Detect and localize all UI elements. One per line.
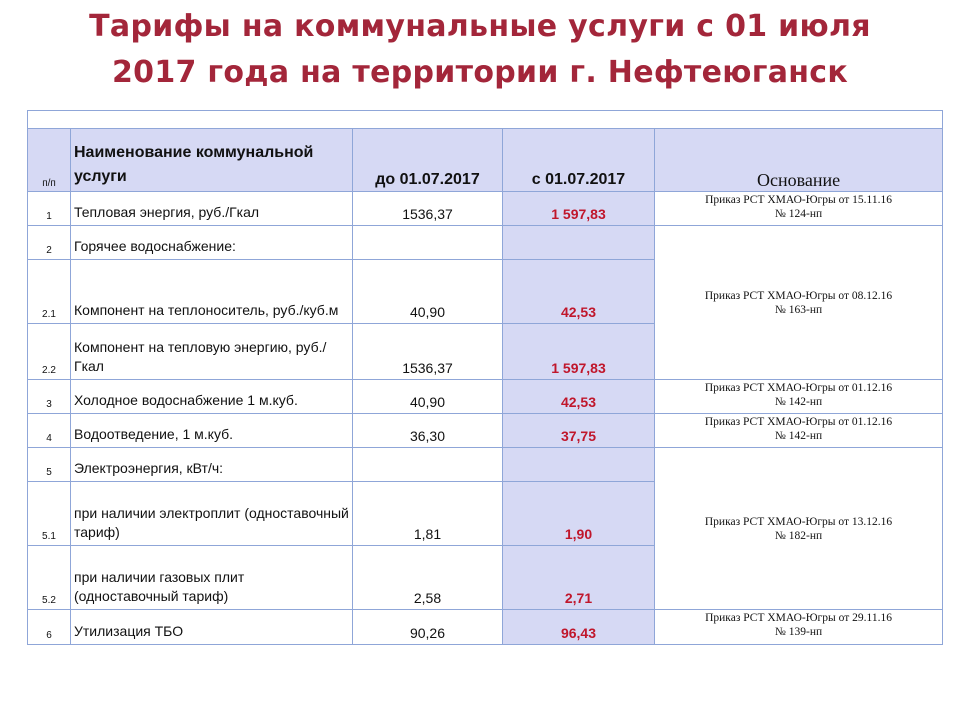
row-num: 6 (28, 610, 71, 645)
row-basis-merged (655, 226, 943, 380)
row-old-value: 40,90 (353, 380, 503, 414)
row-old-value: 1536,37 (353, 324, 503, 380)
row-new-value: 1,90 (503, 482, 655, 546)
basis-line-1: Приказ РСТ ХМАО-Югры от 15.11.16 (705, 194, 892, 206)
row-name: Компонент на теплоноситель, руб./куб.м (71, 260, 353, 324)
basis-line-1: Приказ РСТ ХМАО-Югры от 29.11.16 (705, 612, 892, 624)
row-old-value: 1,81 (353, 482, 503, 546)
row-num: 1 (28, 192, 71, 226)
row-new-value: 42,53 (503, 260, 655, 324)
header-new-date: с 01.07.2017 (503, 129, 655, 192)
table-top-strip (28, 111, 943, 129)
table-row (28, 448, 943, 482)
row-new-value: 2,71 (503, 546, 655, 610)
row-name: Тепловая энергия, руб./Гкал (71, 192, 353, 226)
title-line-2: 2017 года на территории г. Нефтеюганск (111, 55, 849, 90)
table-row (28, 192, 943, 226)
title-line-1: Тарифы на коммунальные услуги с 01 июля (89, 9, 871, 44)
header-old-date: до 01.07.2017 (353, 129, 503, 192)
row-new-value: 96,43 (503, 610, 655, 645)
basis-line-2: № 139-нп (774, 626, 823, 638)
table-row (28, 380, 943, 414)
row-name: Водоотведение, 1 м.куб. (71, 414, 353, 448)
row-basis (655, 380, 943, 414)
row-num: 3 (28, 380, 71, 414)
table-header-row (28, 129, 943, 192)
basis-line-2: № 182-нп (774, 530, 823, 542)
basis-line-1: Приказ РСТ ХМАО-Югры от 13.12.16 (704, 516, 893, 528)
row-num: 4 (28, 414, 71, 448)
row-num: 5 (28, 448, 71, 482)
basis-line-2: № 142-нп (774, 396, 823, 408)
basis-line-2: № 142-нп (774, 430, 823, 442)
table-row (28, 610, 943, 645)
row-old-value: 40,90 (353, 260, 503, 324)
row-name: Холодное водоснабжение 1 м.куб. (71, 380, 353, 414)
row-name: Компонент на тепловую энергию, руб./Гкал (71, 324, 353, 380)
tariffs-table (27, 110, 943, 645)
row-name: при наличии электроплит (одноставочный тариф) (71, 482, 353, 546)
row-num: 2 (28, 226, 71, 260)
row-old-value: 2,58 (353, 546, 503, 610)
row-basis (655, 192, 943, 226)
row-new-value: 42,53 (503, 380, 655, 414)
row-name: Утилизация ТБО (71, 610, 353, 645)
basis-line-1: Приказ РСТ ХМАО-Югры от 01.12.16 (704, 416, 893, 428)
row-old-value (353, 448, 503, 482)
empty-cell (28, 111, 943, 129)
basis-line-2: № 163-нп (774, 304, 823, 316)
row-new-value (503, 226, 655, 260)
row-basis (655, 610, 943, 645)
row-basis (655, 414, 943, 448)
row-name: Электроэнергия, кВт/ч: (71, 448, 353, 482)
header-name: Наименование коммунальной услуги (71, 129, 353, 192)
basis-line-2: № 124-нп (774, 208, 823, 220)
row-num: 2.1 (28, 260, 71, 324)
row-new-value (503, 448, 655, 482)
row-num: 5.2 (28, 546, 71, 610)
row-num: 5.1 (28, 482, 71, 546)
row-new-value: 1 597,83 (503, 192, 655, 226)
row-new-value: 1 597,83 (503, 324, 655, 380)
row-name: Горячее водоснабжение: (71, 226, 353, 260)
row-basis-merged (655, 448, 943, 610)
basis-line-1: Приказ РСТ ХМАО-Югры от 01.12.16 (704, 382, 893, 394)
row-name: при наличии газовых плит (одноставочный тариф) (71, 546, 353, 610)
table-row (28, 226, 943, 260)
row-old-value: 1536,37 (353, 192, 503, 226)
header-basis: Основание (655, 129, 943, 192)
table-row (28, 414, 943, 448)
row-old-value: 36,30 (353, 414, 503, 448)
row-num: 2.2 (28, 324, 71, 380)
header-num: п/п (28, 129, 71, 192)
row-new-value: 37,75 (503, 414, 655, 448)
basis-line-1: Приказ РСТ ХМАО-Югры от 08.12.16 (704, 290, 893, 302)
page-title (0, 4, 960, 96)
row-old-value: 90,26 (353, 610, 503, 645)
row-old-value (353, 226, 503, 260)
